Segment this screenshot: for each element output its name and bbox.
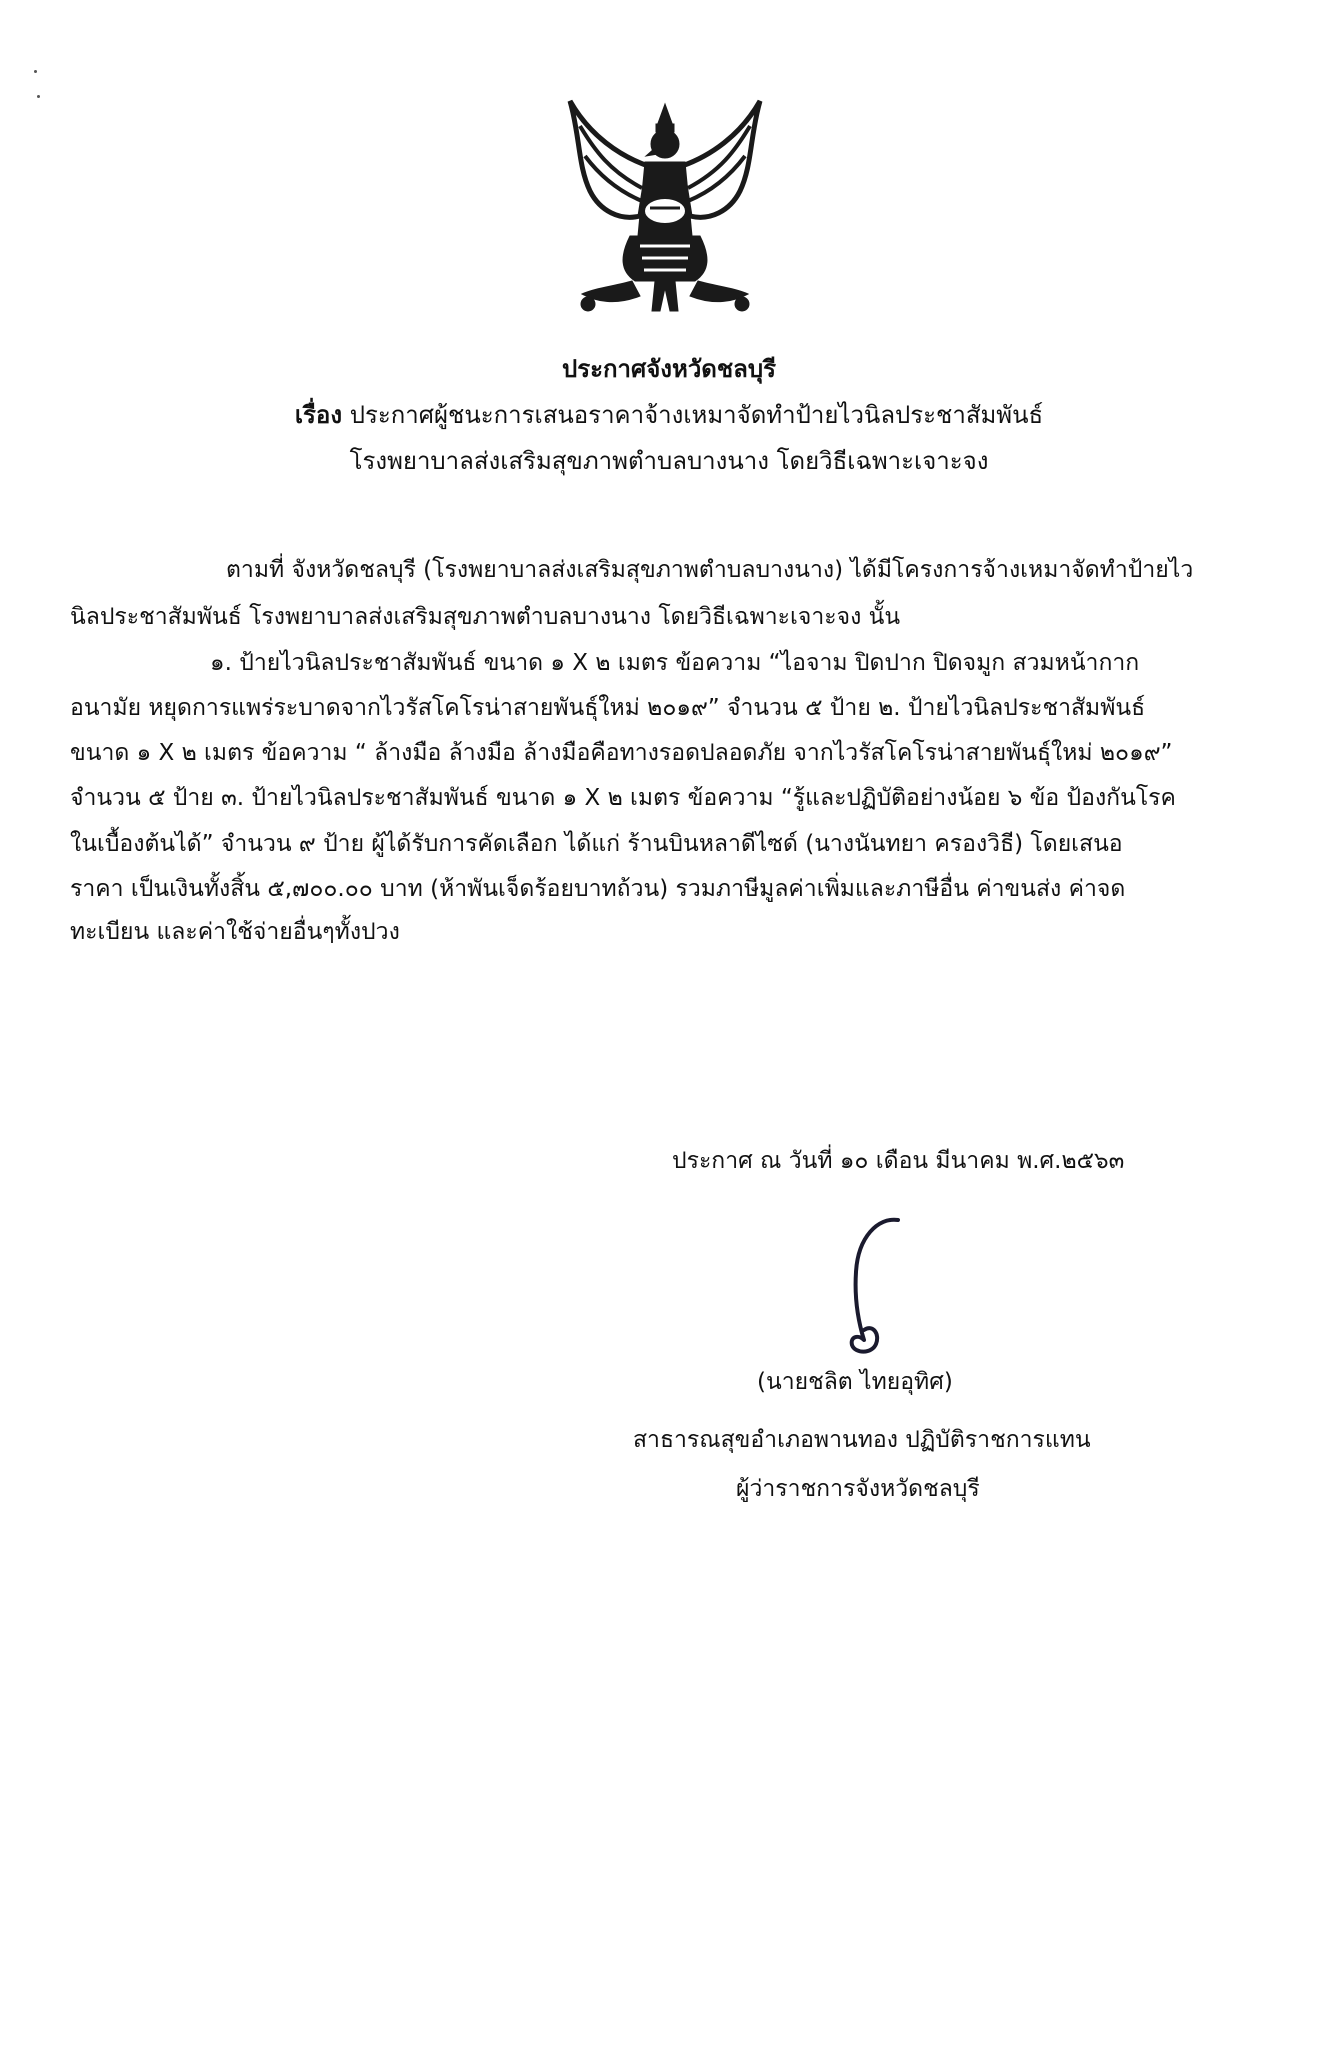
handwritten-signature bbox=[828, 1212, 908, 1362]
scan-speck bbox=[37, 95, 40, 98]
body-paragraph-line: อนามัย หยุดการแพร่ระบาดจากไวรัสโคโรน่าสายพันธุ์ใหม่ ๒๐๑๙” จำนวน ๕ ป้าย ๒. ป้ายไวนิลประชาสัมพันธ์ bbox=[70, 695, 1146, 721]
announcement-date: ประกาศ ณ วันที่ ๑๐ เดือน มีนาคม พ.ศ.๒๕๖๓ bbox=[672, 1148, 1125, 1174]
body-paragraph-line: ทะเบียน และค่าใช้จ่ายอื่นๆทั้งปวง bbox=[70, 919, 400, 945]
body-paragraph-line: ขนาด ๑ X ๒ เมตร ข้อความ “ ล้างมือ ล้างมือ ล้างมือคือทางรอดปลอดภัย จากไวรัสโคโรน่าสายพันธุ์ใหม่ ๒๐๑๙” bbox=[70, 740, 1173, 766]
signer-position: สาธารณสุขอำเภอพานทอง ปฏิบัติราชการแทน bbox=[633, 1427, 1091, 1453]
body-paragraph-line: ๑. ป้ายไวนิลประชาสัมพันธ์ ขนาด ๑ X ๒ เมตร ข้อความ “ไอจาม ปิดปาก ปิดจมูก สวมหน้ากาก bbox=[210, 650, 1140, 676]
body-paragraph-line: นิลประชาสัมพันธ์ โรงพยาบาลส่งเสริมสุขภาพตำบลบางนาง โดยวิธีเฉพาะเจาะจง นั้น bbox=[70, 604, 901, 630]
subject-line-2: โรงพยาบาลส่งเสริมสุขภาพตำบลบางนาง โดยวิธีเฉพาะเจาะจง bbox=[349, 447, 989, 475]
body-paragraph-line: จำนวน ๕ ป้าย ๓. ป้ายไวนิลประชาสัมพันธ์ ขนาด ๑ X ๒ เมตร ข้อความ “รู้และปฏิบัติอย่างน้อย ๖ ข้อ ป้องกันโรค bbox=[70, 785, 1176, 811]
body-paragraph-line: ในเบื้องต้นได้” จำนวน ๙ ป้าย ผู้ได้รับการคัดเลือก ได้แก่ ร้านบินหลาดีไซด์ (นางนันทยา ครองวิธี) โดยเสนอ bbox=[70, 831, 1123, 857]
body-paragraph-line: ราคา เป็นเงินทั้งสิ้น ๕,๗๐๐.๐๐ บาท (ห้าพันเจ็ดร้อยบาทถ้วน) รวมภาษีมูลค่าเพิ่มและภาษีอื่น ค่าขนส่ง ค่าจด bbox=[70, 876, 1126, 902]
signer-name: (นายชลิต ไทยอุทิศ) bbox=[757, 1369, 953, 1395]
subject-text: ประกาศผู้ชนะการเสนอราคาจ้างเหมาจัดทำป้ายไวนิลประชาสัมพันธ์ bbox=[349, 401, 1044, 429]
garuda-emblem-icon bbox=[560, 96, 770, 316]
announcement-title: ประกาศจังหวัดชลบุรี bbox=[561, 355, 777, 383]
subject-label: เรื่อง bbox=[294, 401, 343, 429]
body-paragraph-line: ตามที่ จังหวัดชลบุรี (โรงพยาบาลส่งเสริมสุขภาพตำบลบางนาง) ได้มีโครงการจ้างเหมาจัดทำป้ายไว bbox=[226, 557, 1194, 583]
subject-line bbox=[0, 398, 1338, 432]
scan-speck bbox=[34, 70, 37, 73]
signer-position-2: ผู้ว่าราชการจังหวัดชลบุรี bbox=[736, 1476, 980, 1502]
